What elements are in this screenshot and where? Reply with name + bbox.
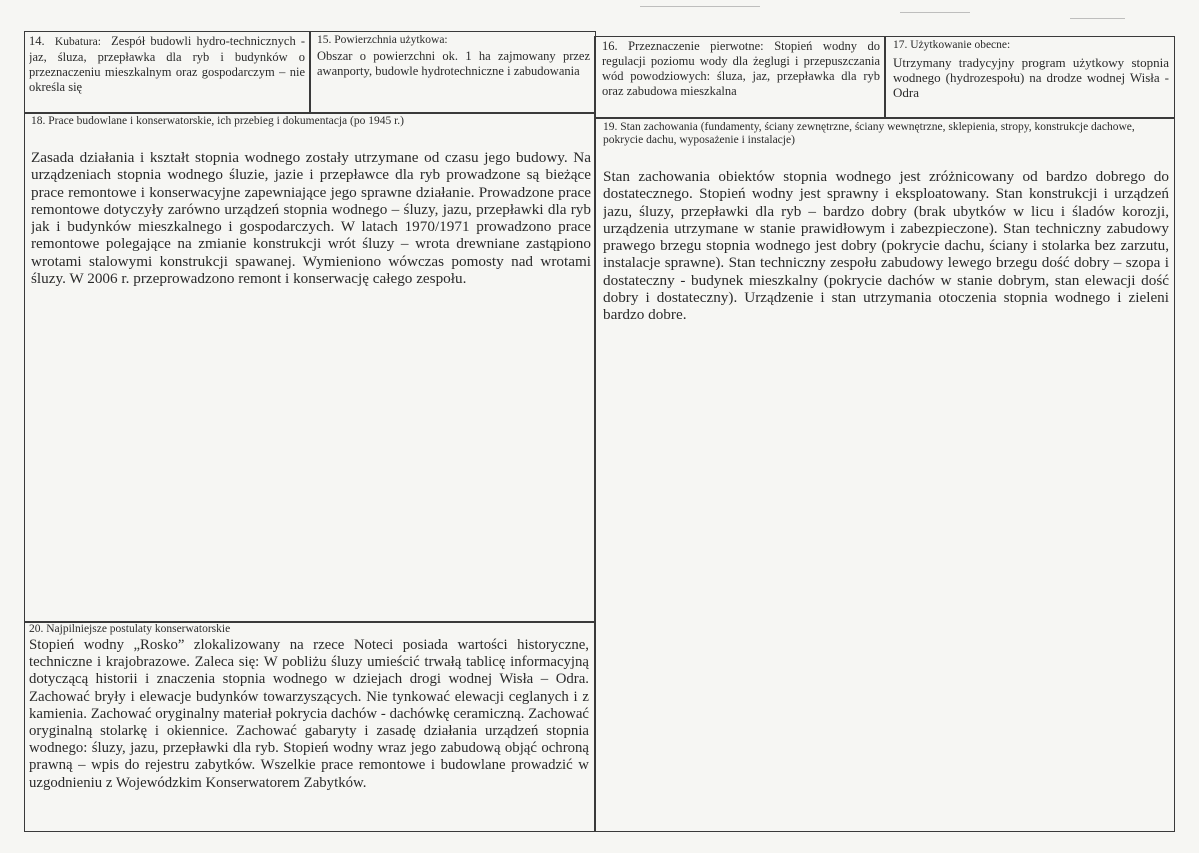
- cell-16-heading: Przeznaczenie pierwotne:: [628, 39, 764, 53]
- divider-row1-left: [24, 112, 596, 114]
- divider-row1-right: [594, 117, 1175, 119]
- cell-14-text: Zespół budowli hydro-technicznych - jaz, śluza, przepławka dla ryb i budynków o przeznaczeniu mieszkalnym oraz gospodarczym – nie określa się: [29, 34, 305, 94]
- cell-15-heading: 15. Powierzchnia użytkowa:: [317, 34, 448, 46]
- cell-16-przeznaczenie: [602, 39, 880, 115]
- cell-15-powierzchnia: [317, 34, 590, 110]
- cell-20-postulaty: [29, 623, 589, 828]
- cell-16-number: 16.: [602, 39, 618, 53]
- scan-artifact: [640, 6, 760, 7]
- cell-18-text: Zasada działania i kształt stopnia wodnego zostały utrzymane od czasu jego budowy. Na urządzeniach stopnia wodnego śluzie, jazie i przepławce dla ryb prowadzone są bieżące prace remontowe i konserwacyjne zapewniające jego sprawne działanie. Prowadzone prace remontowe dotyczyły zarówno urządzeń stopnia wodnego – śluzy, jazu, przepławki dla ryb jak i budynków mieszkalnego i gospodarczych. W latach 1970/1971 prowadzono prace remontowe polegające na zmianie konstrukcji wrót śluzy – wrota drewniane zastąpiono wrotami stalowymi konstrukcji spawanej. Wymieniono wówczas pomosty nad wrotami śluzy. W 2006 r. przeprowadzono remont i konserwację całego zespołu.: [31, 149, 591, 288]
- cell-19-text: Stan zachowania obiektów stopnia wodnego jest zróżnicowany od bardzo dobrego do dostatecznego. Stopień wodny jest sprawny i eksploatowany. Stan konstrukcji i urządzeń jazu, śluzy, przepławki dla ryb – bardzo dobry (brak ubytków w licu i śladów korozji, urządzenia utrzymane w stanie prawidłowym i zabezpieczone). Stan techniczny zabudowy prawego brzegu stopnia wodnego jest dobry (pokrycie dachu, ściany i stolarka bez zarzutu, instalacje sprawne). Stan techniczny zespołu zabudowy lewego brzegu dość dobry – szopa i dostateczny - budynek mieszkalny (pokrycie dachów w stanie dobrym, stan elewacji dość dobry i dostateczny). Urządzenie i stan utrzymania otoczenia stopnia wodnego i zieleni bardzo dobre.: [603, 168, 1169, 324]
- cell-14-heading: Kubatura:: [54, 36, 101, 48]
- cell-15-text: Obszar o powierzchni ok. 1 ha zajmowany przez awanporty, budowle hydrotechniczne i zabudowania: [317, 49, 590, 78]
- divider-16-17: [884, 36, 886, 118]
- divider-14-15: [309, 31, 311, 113]
- cell-20-heading: 20. Najpilniejsze postulaty konserwatorskie: [29, 623, 231, 635]
- cell-20-text: Stopień wodny „Rosko” zlokalizowany na rzece Noteci posiada wartości historyczne, techniczne i krajobrazowe. Zaleca się: W pobliżu śluzy umieścić trwałą tablicę informacyjną dotyczącą historii i znaczenia stopnia wodnego w dziejach drogi wodnej Wisła – Odra. Zachować bryły i elewacje budynków towarzyszących. Nie tynkować elewacji ceglanych i z kamienia. Zachować oryginalny materiał pokrycia dachów - dachówkę ceramiczną. Zachować oryginalną stolarkę i okiennice. Zachować gabaryty i zasadę działania urządzeń stopnia wodnego: śluzy, jazu, przepławki dla ryb. Stopień wodny wraz jego zabudową objąć ochroną prawną – wpis do rejestru zabytków. Wszelkie prace remontowe i budowlane prowadzić w uzgodnieniu z Wojewódzkim Konserwatorem Zabytków.: [29, 637, 589, 791]
- cell-17-text: Utrzymany tradycyjny program użytkowy stopnia wodnego (hydrozespołu) na drodze wodnej Wisła - Odra: [893, 55, 1169, 100]
- cell-14-kubatura: [29, 34, 305, 110]
- cell-19-stan-zachowania: [603, 121, 1169, 826]
- cell-18-prace-budowlane: [31, 115, 591, 615]
- cell-17-heading: 17. Użytkowanie obecne:: [893, 39, 1011, 51]
- scan-artifact: [1070, 18, 1125, 19]
- scan-artifact: [900, 12, 970, 13]
- cell-14-number: 14.: [29, 34, 45, 48]
- cell-18-heading: 18. Prace budowlane i konserwatorskie, ich przebieg i dokumentacja (po 1945 r.): [31, 115, 404, 127]
- cell-19-heading: 19. Stan zachowania (fundamenty, ściany zewnętrzne, ściany wewnętrzne, sklepienia, stropy, konstrukcje dachowe, pokrycie dachu, wyposażenie i instalacje): [603, 121, 1135, 146]
- cell-17-uzytkowanie: [893, 39, 1169, 115]
- cell-16-text: Stopień wodny do regulacji poziomu wody dla żeglugi i przepuszczania wód powodziowych: śluza, jaz, przepławka dla ryb oraz zabudowa mieszkalna: [602, 39, 880, 98]
